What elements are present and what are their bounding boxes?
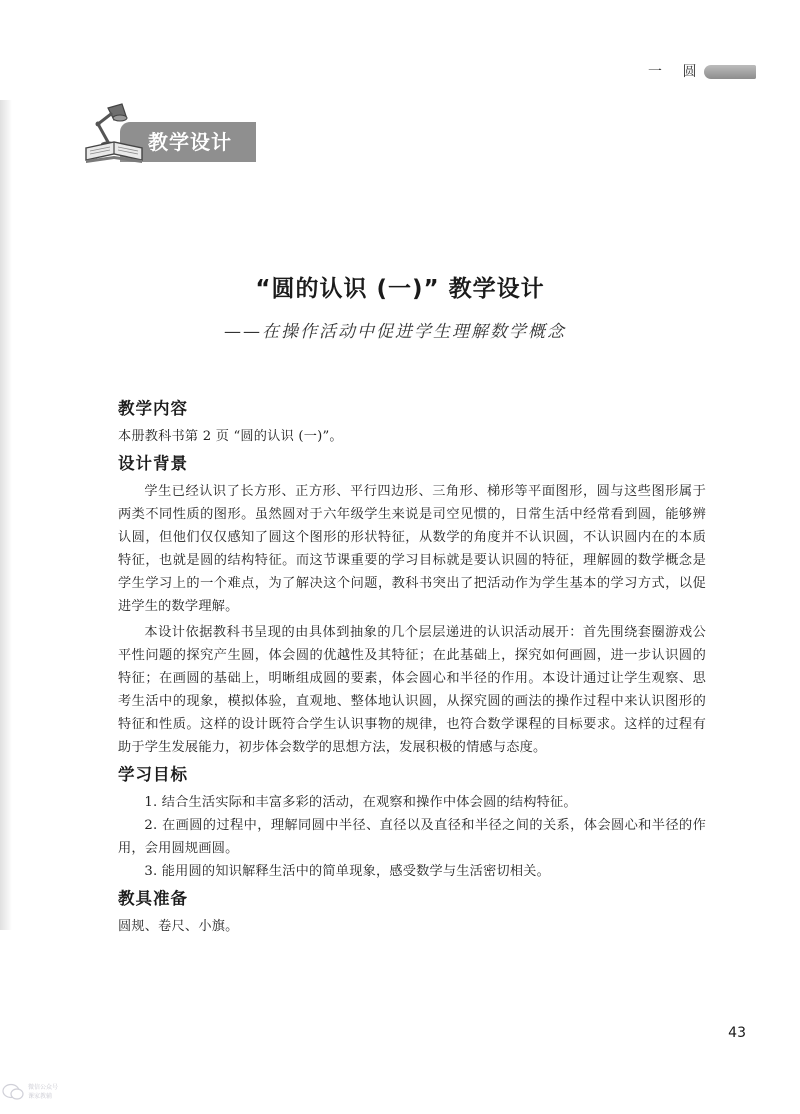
- content-body: [118, 396, 706, 941]
- running-header: [640, 62, 758, 82]
- header-tab-marker: [704, 65, 756, 79]
- page-number: 43: [728, 1025, 746, 1041]
- goal-item: 2. 在画圆的过程中，理解同圆中半径、直径以及直径和半径之间的关系，体会圆心和半径的作用，会用圆规画圆。: [118, 818, 706, 856]
- paragraph: 本设计依据教科书呈现的由具体到抽象的几个层层递进的认识活动展开：首先围绕套圈游戏公平性问题的探究产生圆，体会圆的优越性及其特征；在此基础上，探究如何画圆，进一步认识圆的特征；在画圆的基础上，明晰组成圆的要素，体会圆心和半径的作用。本设计通过让学生观察、思考生活中的现象，模拟体验，直观地、整体地认识圆，从探究圆的画法的操作过程中来认识图形的特征和性质。这样的设计既符合学生认识事物的规律，也符合数学课程的目标要求。这样的过程有助于学生发展能力，初步体会数学的思想方法，发展积极的情感与态度。: [118, 625, 706, 755]
- section-teaching-content: [118, 396, 706, 448]
- section-banner: [84, 102, 256, 166]
- watermark-text: 微信公众号: [28, 1084, 59, 1091]
- section-learning-goals: [118, 762, 706, 883]
- running-title: 一 圆: [648, 64, 705, 80]
- section-heading: 教具准备: [118, 889, 188, 908]
- paragraph: 学生已经认识了长方形、正方形、平行四边形、三角形、梯形等平面图形，圆与这些图形属于两类不同性质的图形。虽然圆对于六年级学生来说是司空见惯的，日常生活中经常看到圆，能够辨认圆，但他们仅仅感知了圆这个图形的形状特征，从数学的角度并不认识圆，不认识圆内在的本质特征，也就是圆的结构特征。而这节课重要的学习目标就是要认识圆的特征，理解圆的数学概念是学生学习上的一个难点，为了解决这个问题，教科书突出了把活动作为学生基本的学习方式，以促进学生的数学理解。: [118, 484, 706, 614]
- section-heading: 教学内容: [118, 399, 188, 418]
- section-heading: 学习目标: [118, 765, 188, 784]
- watermark: [2, 1080, 72, 1106]
- paragraph: 本册教科书第 2 页 “圆的认识 (一)”。: [118, 429, 343, 444]
- page-edge-strip: [0, 100, 12, 930]
- goal-item: 3. 能用圆的知识解释生活中的简单现象，感受数学与生活密切相关。: [144, 864, 550, 879]
- document-subtitle: ——在操作活动中促进学生理解数学概念: [224, 322, 566, 342]
- watermark-text: 课家教辅: [28, 1093, 53, 1100]
- goal-item: 1. 结合生活实际和丰富多彩的活动，在观察和操作中体会圆的结构特征。: [144, 795, 577, 810]
- section-heading: 设计背景: [118, 454, 188, 473]
- document-title: “圆的认识 (一)” 教学设计: [255, 276, 545, 302]
- banner-label: 教学设计: [148, 130, 232, 154]
- lamp-book-icon: [84, 102, 148, 164]
- paragraph: 圆规、卷尺、小旗。: [118, 919, 239, 934]
- section-teaching-aids: [118, 886, 706, 938]
- watermark-logo-icon: [2, 1082, 24, 1102]
- section-design-background: [118, 451, 706, 759]
